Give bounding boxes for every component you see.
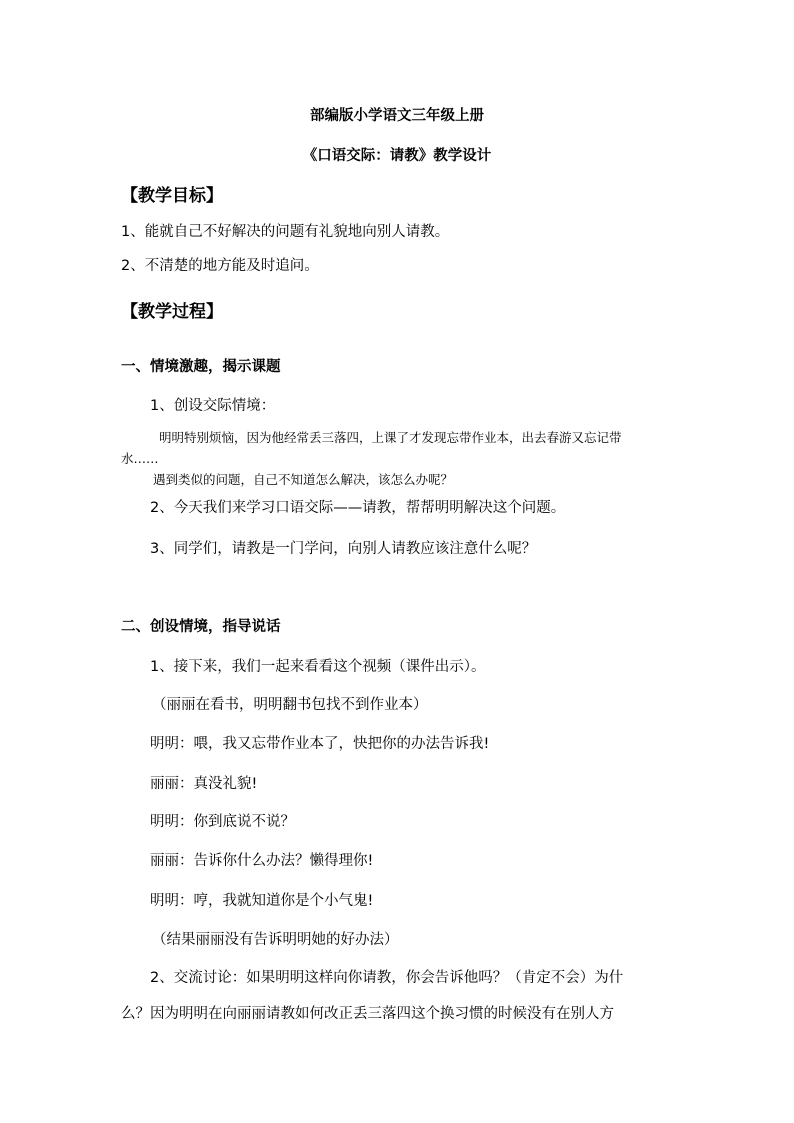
section2-line: （丽丽在看书，明明翻书包找不到作业本）: [152, 697, 428, 713]
section1-line: 1、创设交际情境：: [150, 398, 276, 414]
objectives-heading: 【教学目标】: [121, 186, 223, 206]
dialogue-line: 明明：哼，我就知道你是个小气鬼!: [150, 893, 374, 909]
section1-line: 3、同学们，请教是一门学问，向别人请教应该注意什么呢？: [150, 541, 537, 557]
objective-item: 2、不清楚的地方能及时追问。: [121, 258, 319, 274]
section1-line: 遇到类似的问题，自己不知道怎么解决，该怎么办呢？: [153, 472, 454, 487]
process-heading: 【教学过程】: [121, 302, 223, 322]
section1-heading: 一、情境激趣，揭示课题: [121, 359, 281, 375]
section2-line: 2、交流讨论：如果明明这样向你请教，你会告诉他吗？（肯定不会）为什: [150, 970, 624, 986]
section2-line: 么？因为明明在向丽丽请教如何改正丢三落四这个换习惯的时候没有在别人方: [121, 1006, 614, 1022]
dialogue-line: 明明：喂，我又忘带作业本了，快把你的办法告诉我!: [150, 736, 490, 752]
section2-heading: 二、创设情境，指导说话: [121, 619, 281, 635]
objective-item: 1、能就自己不好解决的问题有礼貌地向别人请教。: [121, 224, 450, 240]
dialogue-line: 明明：你到底说不说？: [150, 814, 295, 830]
section1-line: 水……: [121, 451, 159, 466]
dialogue-line: 丽丽：告诉你什么办法？懒得理你!: [150, 853, 374, 869]
section2-line: （结果丽丽没有告诉明明她的好办法）: [152, 932, 399, 948]
section1-line: 2、今天我们来学习口语交际——请教，帮帮明明解决这个问题。: [150, 500, 566, 516]
dialogue-line: 丽丽：真没礼貌!: [150, 776, 258, 792]
section1-line: 明明特别烦恼，因为他经常丢三落四，上课了才发现忘带作业本，出去春游又忘记带: [159, 430, 622, 445]
section2-line: 1、接下来，我们一起来看看这个视频（课件出示）。: [150, 659, 486, 675]
document-subtitle: 《口语交际：请教》教学设计: [302, 148, 492, 164]
document-title: 部编版小学语文三年级上册: [310, 108, 484, 124]
